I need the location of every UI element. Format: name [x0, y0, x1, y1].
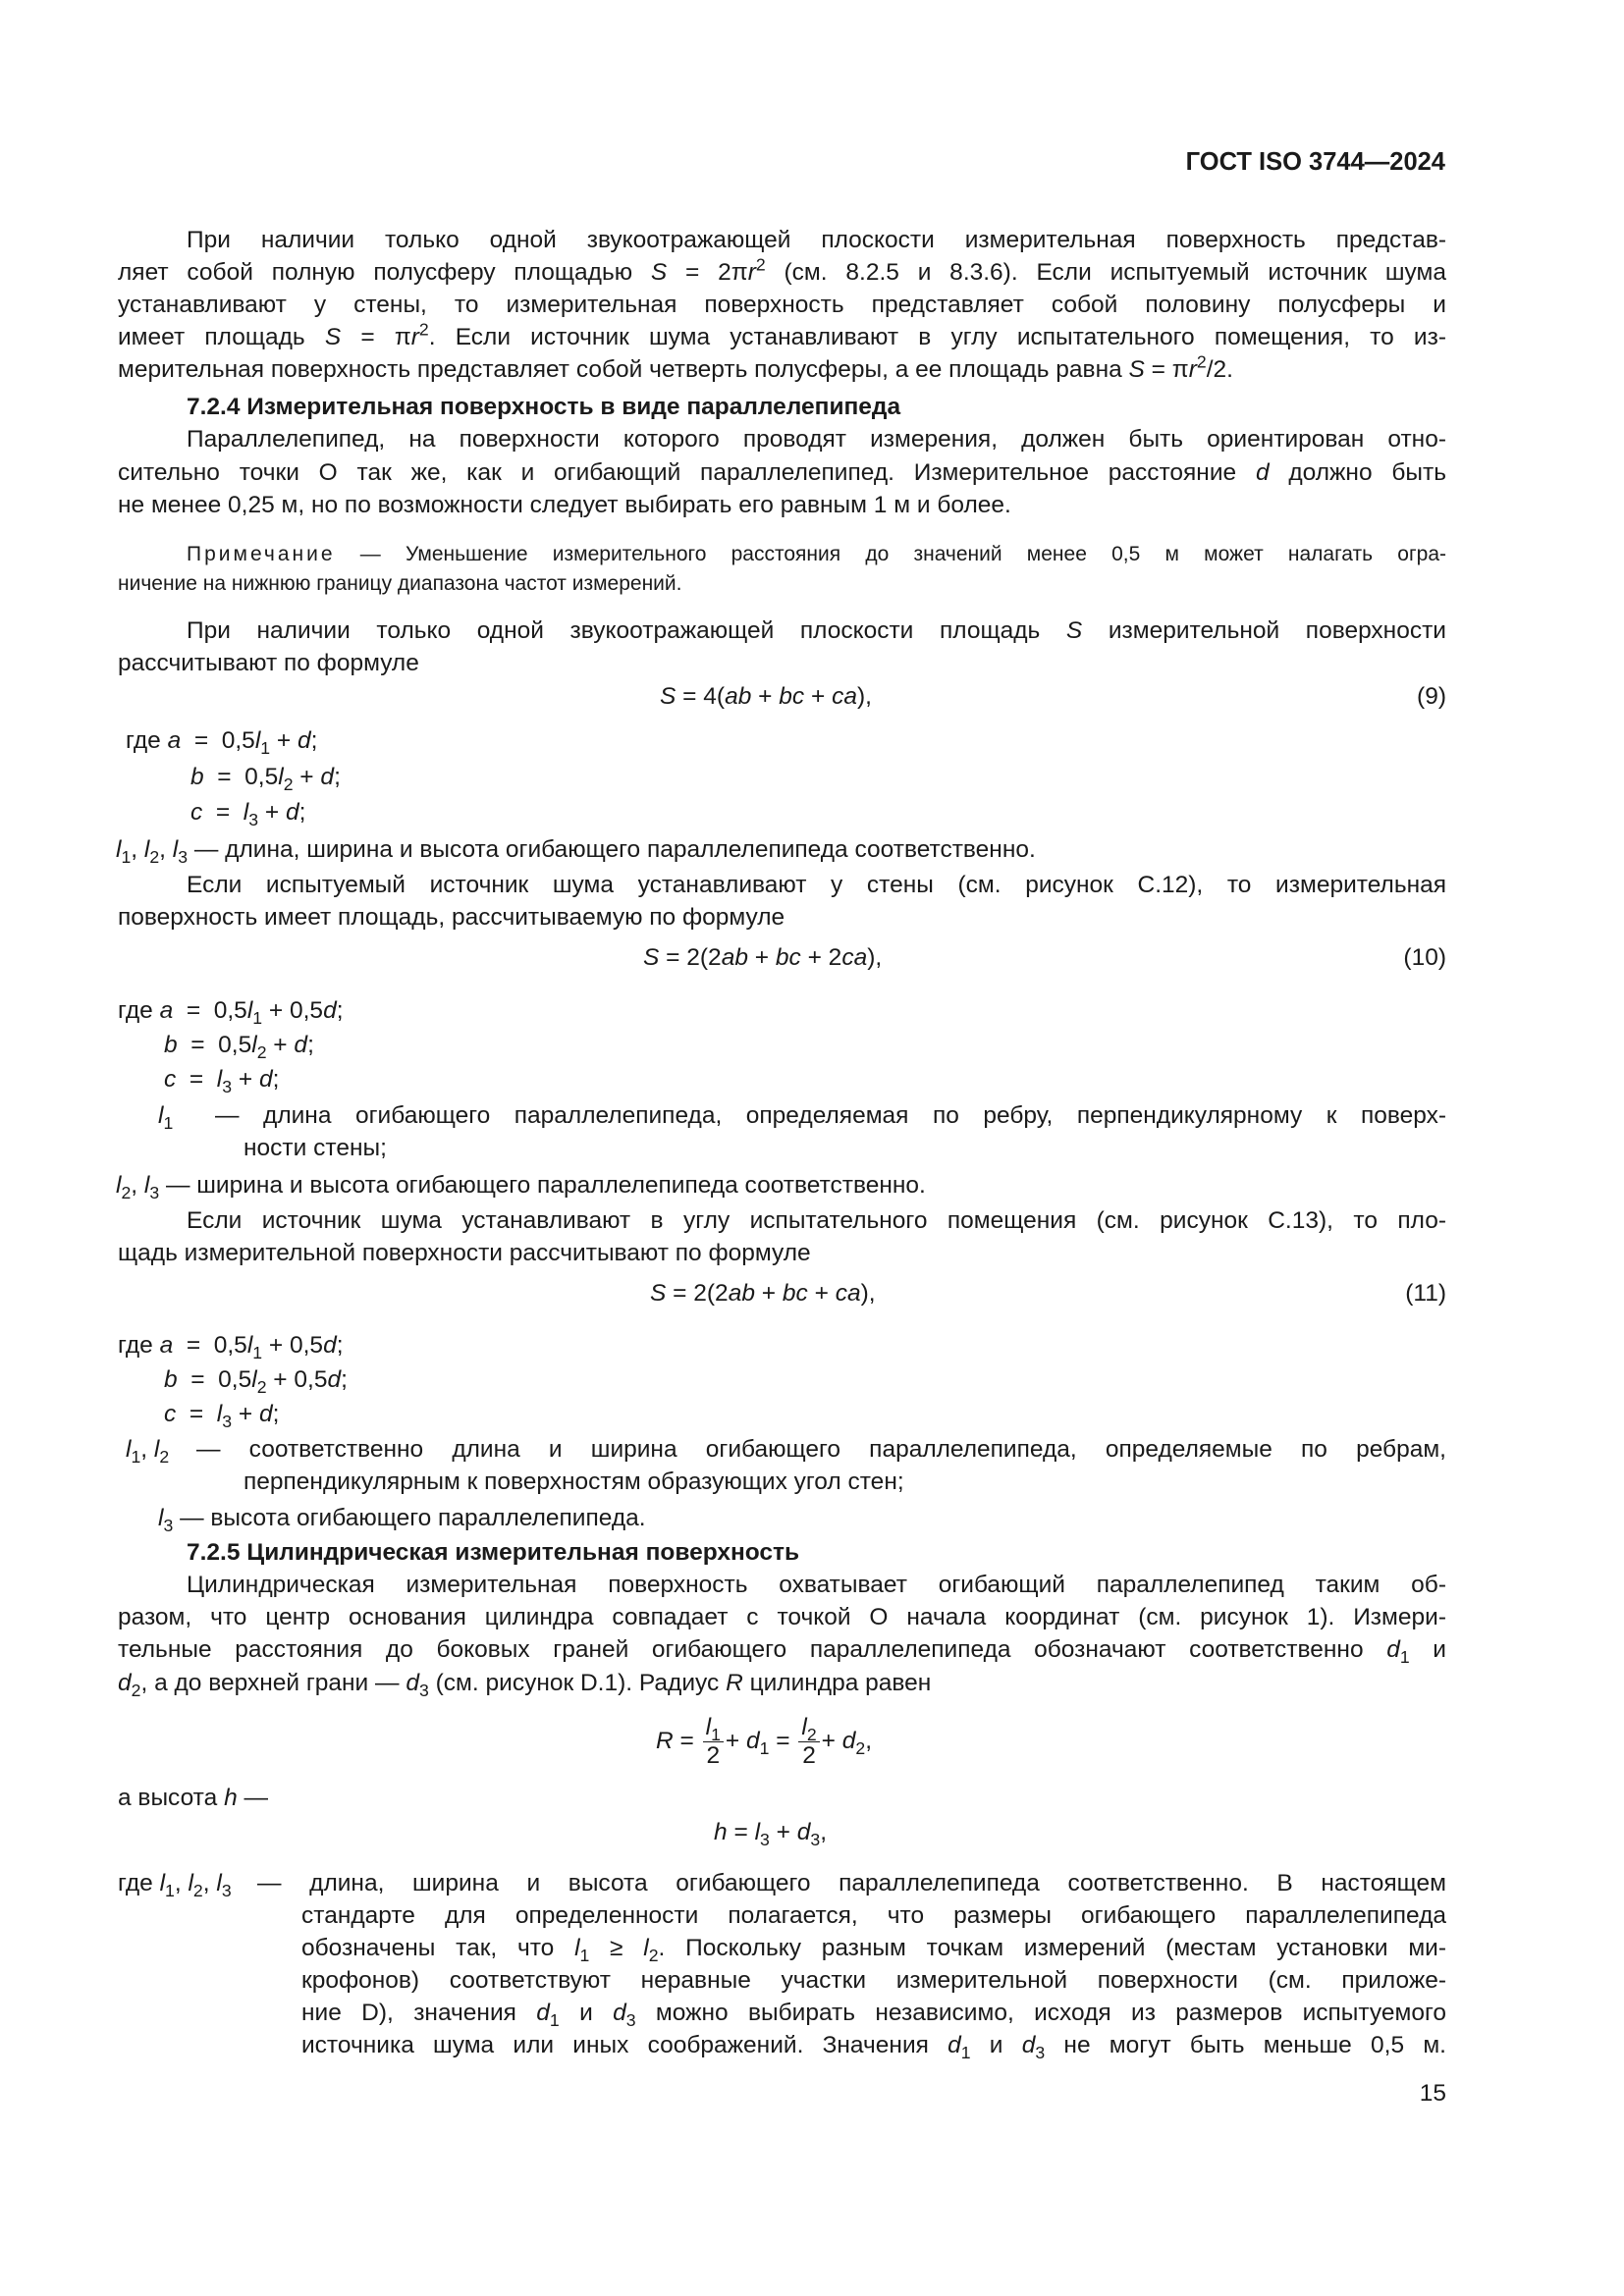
formula-number: (9) — [1417, 683, 1446, 710]
where-line: — длина, ширина и высота огибающего параллелепипеда соответственно. В настоящем — [257, 1870, 1446, 1896]
paragraph-line: не менее 0,25 м, но по возможности следует выбирать его равным 1 м и более. — [118, 492, 1011, 518]
paragraph-line: поверхность имеет площадь, рассчитываемую по формуле — [118, 904, 785, 931]
formula-11: S = 2(2ab + bc + ca), — [650, 1280, 876, 1307]
where-line: — соответственно длина и ширина огибающего параллелепипеда, определяемые по ребрам, — [196, 1436, 1446, 1463]
where-line: крофонов) соответствуют неравные участки измерительной поверхности (см. приложе- — [301, 1967, 1446, 1994]
where-line: — длина огибающего параллелепипеда, определяемая по ребру, перпендикулярному к поверх- — [215, 1102, 1446, 1129]
paragraph-line: Если испытуемый источник шума устанавливают у стены (см. рисунок С.12), то измерительная — [187, 872, 1446, 898]
section-heading: 7.2.5 Цилиндрическая измерительная поверхность — [187, 1539, 800, 1566]
where-line: где $a = 0,5l_1 + 0,5d$; — [118, 997, 344, 1029]
paragraph-line: ляет собой полную полусферу площадью $S = 2\pi r^2$ (см. 8.2.5 и 8.3.6). Если испытуемый источник шума — [118, 254, 1447, 286]
paragraph-line: Параллелепипед, на поверхности которого проводят измерения, должен быть ориентирован отно- — [187, 426, 1446, 453]
paragraph-line: а высота h — — [118, 1785, 269, 1811]
where-line: стандарте для определенности полагается, что размеры огибающего параллелепипеда — [301, 1902, 1446, 1929]
page-number: 15 — [1419, 2080, 1446, 2107]
height-formula: $h = l_3 + d_3$, — [714, 1819, 828, 1850]
where-line: где $l_1$, $l_2$, $l_3$ — [118, 1870, 232, 1901]
where-line: $l_1$, $l_2$, $l_3$ — длина, ширина и высота огибающего параллелепипеда соответственно. — [116, 836, 1036, 868]
where-line: $b = 0,5l_2 + d$; — [164, 1032, 314, 1063]
paragraph-line: сительно точки О так же, как и огибающий параллелепипед. Измерительное расстояние d должно быть — [118, 459, 1446, 486]
where-line: обозначены так, что $l_1 \ge l_2$. Поскольку разным точкам измерений (местам установки ми- — [301, 1935, 1447, 1966]
where-line: $l_2$, $l_3$ — ширина и высота огибающего параллелепипеда соответственно. — [116, 1172, 926, 1203]
where-line: ности стены; — [244, 1135, 387, 1161]
paragraph-line: рассчитывают по формуле — [118, 650, 419, 676]
formula-10: S = 2(2ab + bc + 2ca), — [643, 944, 883, 971]
formula-9: S = 4(ab + bc + ca), — [660, 683, 872, 710]
where-line: где $a = 0,5l_1 + 0,5d$; — [118, 1332, 344, 1363]
where-line: $l_3$ — высота огибающего параллелепипеда. — [158, 1505, 646, 1536]
standard-header: ГОСТ ISO 3744—2024 — [1185, 148, 1445, 176]
paragraph-line: При наличии только одной звукоотражающей плоскости измерительная поверхность представ- — [187, 227, 1446, 253]
where-line: $c = l_3 + d$; — [164, 1401, 280, 1432]
where-line: $l_1$ — [158, 1102, 174, 1134]
where-line: источника шума или иных соображений. Значения $d_1$ и $d_3$ не могут быть меньше 0,5 м. — [301, 2032, 1446, 2063]
paragraph-line: При наличии только одной звукоотражающей плоскости площадь S измерительной поверхности — [187, 617, 1446, 644]
section-heading: 7.2.4 Измерительная поверхность в виде параллелепипеда — [187, 394, 901, 420]
radius-formula: R = $\frac{l_1}{2}$ + $d_1$ = $\frac{l_2}{2}$ + $d_2$, — [656, 1713, 873, 1770]
where-line: ние D), значения $d_1$ и $d_3$ можно выбирать независимо, исходя из размеров испытуемого — [301, 2000, 1446, 2031]
where-line: $b = 0,5l_2 + 0,5d$; — [164, 1366, 348, 1398]
paragraph-line: Если источник шума устанавливают в углу испытательного помещения (см. рисунок С.13), то пло- — [187, 1207, 1446, 1234]
formula-number: (11) — [1405, 1280, 1446, 1307]
note-line: ничение на нижнюю границу диапазона частот измерений. — [118, 572, 682, 595]
where-line: где $a = 0,5l_1 + d$; — [126, 727, 318, 759]
paragraph-line: мерительная поверхность представляет собой четверть полусферы, а ее площадь равна $S = \pi r^2/2$. — [118, 351, 1233, 383]
paragraph-line: устанавливают у стены, то измерительная поверхность представляет собой половину полусферы и — [118, 292, 1446, 318]
where-line: $c = l_3 + d$; — [164, 1066, 280, 1097]
paragraph-line: $d_2$, а до верхней грани — $d_3$ (см. рисунок D.1). Радиус R цилиндра равен — [118, 1670, 932, 1701]
paragraph-line: Цилиндрическая измерительная поверхность охватывает огибающий параллелепипед таким об- — [187, 1572, 1446, 1598]
where-line: $b = 0,5l_2 + d$; — [190, 764, 341, 795]
where-line: $l_1$, $l_2$ — [126, 1436, 170, 1468]
paragraph-line: тельные расстояния до боковых граней огибающего параллелепипеда обозначают соответственно $d_1$ и — [118, 1636, 1446, 1668]
where-line: перпендикулярным к поверхностям образующих угол стен; — [244, 1468, 904, 1495]
paragraph-line: имеет площадь $S = \pi r^2$. Если источник шума устанавливают в углу испытательного помещения, то из- — [118, 319, 1446, 350]
paragraph-line: разом, что центр основания цилиндра совпадает с точкой О начала координат (см. рисунок 1). Измери- — [118, 1604, 1446, 1630]
where-line: $c = l_3 + d$; — [190, 799, 306, 830]
formula-number: (10) — [1403, 944, 1446, 971]
paragraph-line: щадь измерительной поверхности рассчитывают по формуле — [118, 1240, 811, 1266]
note-line: Примечание — Уменьшение измерительного расстояния до значений менее 0,5 м может налагать огра- — [187, 543, 1446, 565]
